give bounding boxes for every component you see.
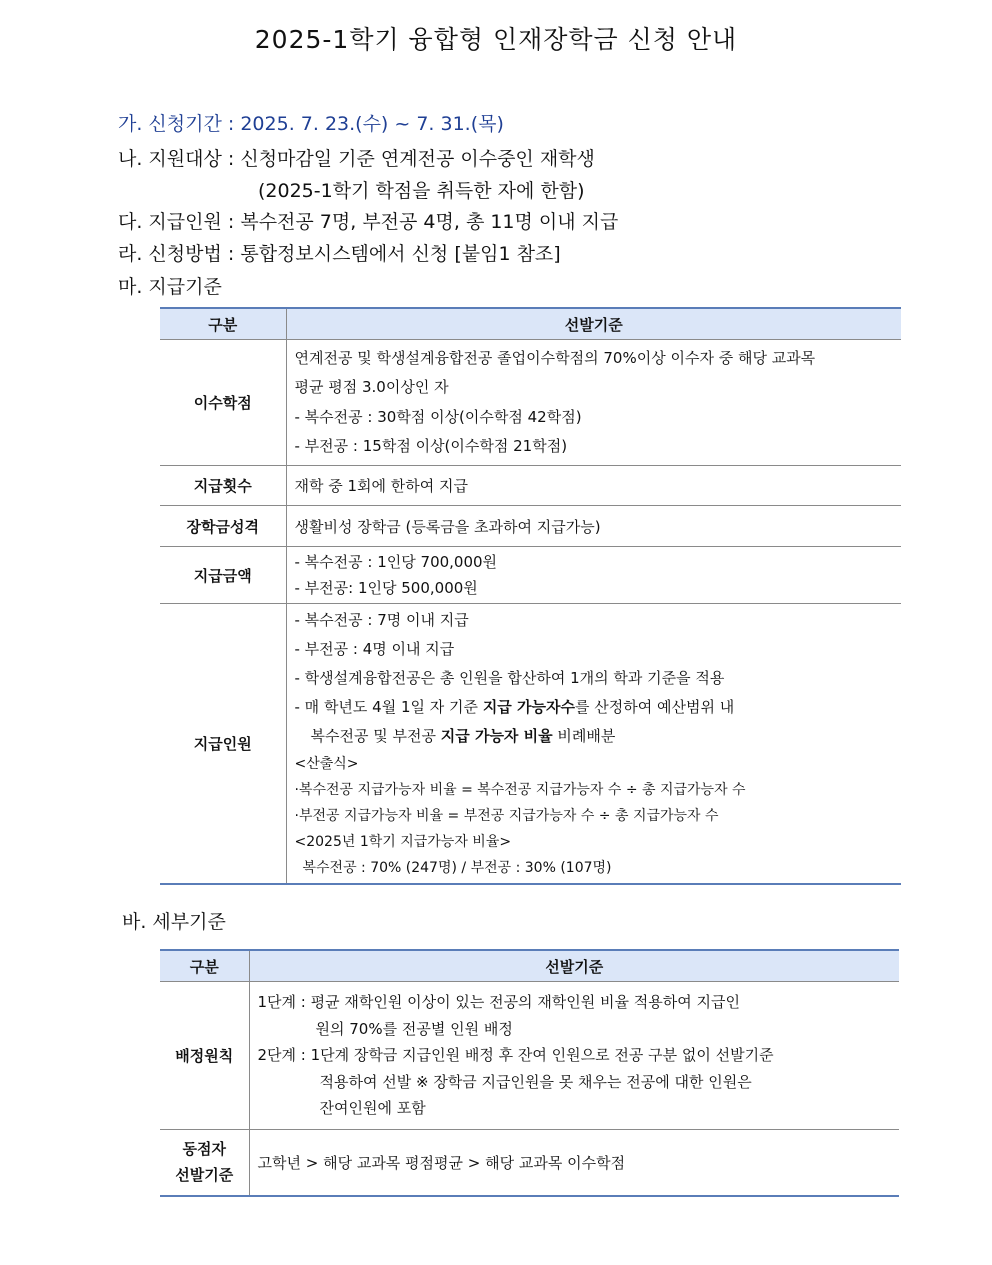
target-line [118,144,595,171]
people-bold-text: 지급 가능자수 [482,698,575,716]
row-label-count: 지급횟수 [160,466,286,506]
table-row [160,506,901,547]
table-header-row [160,308,901,340]
apply-period-line [118,109,504,136]
row-content-credits [286,340,901,466]
people-text: 를 산정하여 예산범위 내 [574,698,735,716]
credits-line: - 복수전공 : 30학점 이상(이수학점 42학점) [294,407,582,426]
row-content-tie [249,1130,899,1196]
method-label: 라. 신청방법 : [118,243,235,265]
principle-line: 잔여인원에 포함 [319,1099,426,1118]
row-label-tie [160,1130,249,1196]
formula-line: ·복수전공 지급가능자 비율 = 복수전공 지급가능자 수 ÷ 총 지급가능자 수 [294,782,746,798]
row-label-principle: 배정원칙 [160,982,249,1130]
tie-label: 동점자 [182,1140,226,1159]
detail-criteria-heading: 바. 세부기준 [122,911,226,933]
header-criteria: 선발기준 [249,950,899,982]
method-value: 통합정보시스템에서 신청 [붙임1 참조] [240,243,561,265]
nature-line: 생활비성 장학금 (등록금을 초과하여 지급가능) [294,517,601,536]
table-row [160,466,901,506]
people-line: - 부전공 : 4명 이내 지급 [294,640,455,658]
header-category: 구분 [160,308,286,340]
people-line [295,693,894,722]
detail-criteria-table [160,949,899,1197]
amount-line: - 복수전공 : 1인당 700,000원 [294,553,498,571]
table-row [160,1130,899,1196]
people-line: - 학생설계융합전공은 총 인원을 합산하여 1개의 학과 기준을 적용 [294,669,725,687]
amount-line: - 부전공: 1인당 500,000원 [294,579,478,597]
table-row [160,547,901,604]
credits-line: 연계전공 및 학생설계융합전공 졸업이수학점의 70%이상 이수자 중 해당 교과목 [294,348,816,367]
row-content-principle [249,982,899,1130]
table-row [160,340,901,466]
table-header-row [160,950,899,982]
credits-line: 평균 평점 3.0이상인 자 [294,378,449,396]
target-note: (2025-1학기 학점을 취득한 자에 한함) [258,180,585,202]
row-content-amount [286,547,901,604]
tie-line: 고학년 > 해당 교과목 평점평균 > 해당 교과목 이수학점 [257,1153,626,1172]
row-label-people: 지급인원 [160,604,286,885]
count-line [118,207,618,234]
row-label-credits: 이수학점 [160,340,286,466]
row-content-count [286,466,901,506]
row-label-amount: 지급금액 [160,547,286,604]
people-line [295,722,894,751]
table-row [160,982,899,1130]
apply-period-value: 2025. 7. 23.(수) ~ 7. 31.(목) [240,113,504,135]
row-label-nature: 장학금성격 [160,506,286,547]
credits-line: - 부전공 : 15학점 이상(이수학점 21학점) [294,437,568,455]
target-value: 신청마감일 기준 연계전공 이수중인 재학생 [240,148,595,170]
apply-period-label: 가. 신청기간 : [118,113,235,135]
principle-line: 2단계 : 1단계 장학금 지급인원 배정 후 잔여 인원으로 전공 구분 없이 선발기준 [257,1046,774,1065]
criteria-table [160,307,901,885]
ratio-heading: <2025년 1학기 지급가능자 비율> [294,834,512,850]
people-text: 복수전공 및 부전공 [310,727,436,745]
principle-line: 적용하여 선발 ※ 장학금 지급인원을 못 채우는 전공에 대한 인원은 [319,1072,752,1091]
tie-label: 선발기준 [175,1166,234,1185]
count-label: 다. 지급인원 : [118,211,235,233]
table-row [160,604,901,885]
target-label: 나. 지원대상 : [118,148,235,170]
header-criteria: 선발기준 [286,308,901,340]
count-value: 복수전공 7명, 부전공 4명, 총 11명 이내 지급 [240,211,619,233]
page-title: 2025-1학기 융합형 인재장학금 신청 안내 [254,25,738,54]
people-bold-text: 지급 가능자 비율 [440,727,553,745]
row-content-nature [286,506,901,547]
ratio-line: 복수전공 : 70% (247명) / 부전공 : 30% (107명) [302,860,612,876]
principle-line: 1단계 : 평균 재학인원 이상이 있는 전공의 재학인원 비율 적용하여 지급인 [257,993,740,1012]
principle-line: 원의 70%를 전공별 인원 배정 [315,1019,513,1038]
count-line: 재학 중 1회에 한하여 지급 [294,477,469,495]
formula-heading: <산출식> [294,756,359,772]
method-line [118,239,561,266]
formula-line: ·부전공 지급가능자 비율 = 부전공 지급가능자 수 ÷ 총 지급가능자 수 [294,808,719,824]
criteria-heading: 마. 지급기준 [118,276,222,298]
people-text: - 매 학년도 4월 1일 자 기준 [294,698,479,716]
row-content-people [286,604,901,885]
people-line: - 복수전공 : 7명 이내 지급 [294,611,469,629]
header-category: 구분 [160,950,249,982]
people-text: 비례배분 [557,727,616,745]
